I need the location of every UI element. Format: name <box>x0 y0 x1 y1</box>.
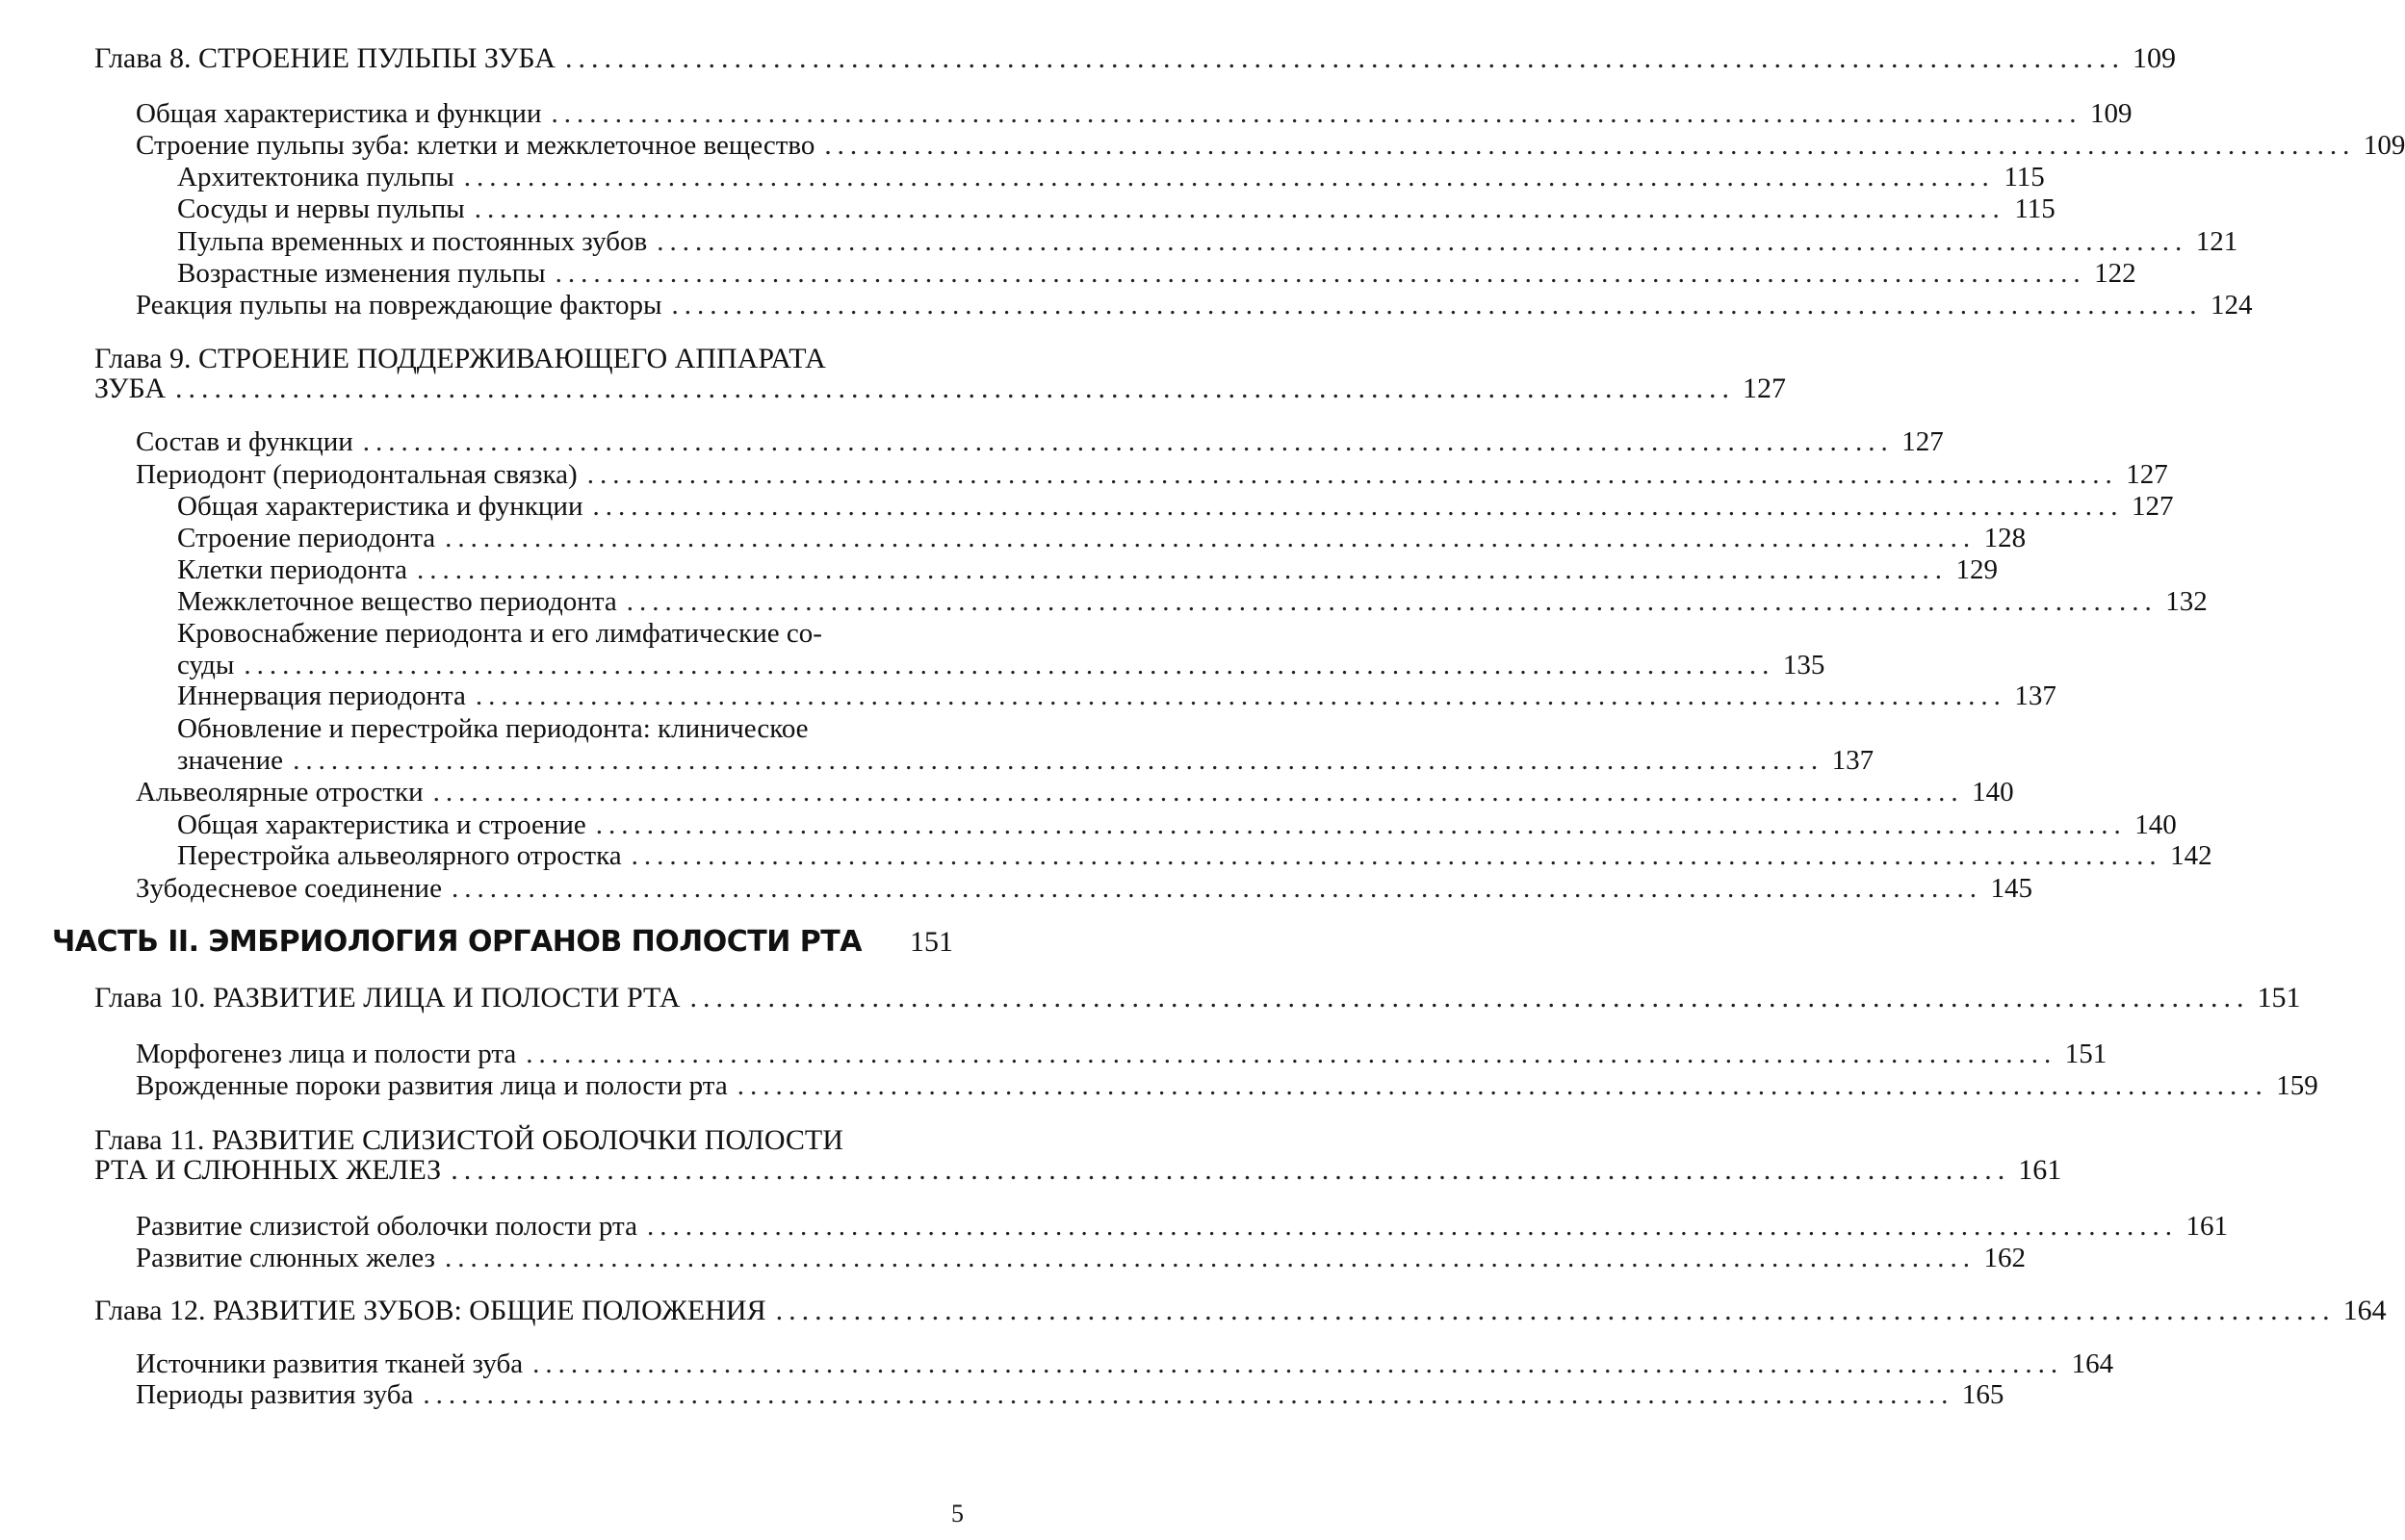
toc-entry-page: 142 <box>2170 840 2212 871</box>
toc-entry-title: Периоды развития зуба <box>136 1379 414 1410</box>
toc-entry-page: 124 <box>2210 290 2253 321</box>
toc-entry-title: Глава 8. СТРОЕНИЕ ПУЛЬПЫ ЗУБА <box>94 42 556 74</box>
toc-entry-page: 151 <box>2064 1039 2108 1069</box>
toc-entry-title: Развитие слизистой оболочки полости рта <box>136 1211 637 1242</box>
toc-entry-title: Глава 10. РАЗВИТИЕ ЛИЦА И ПОЛОСТИ РТА <box>94 982 681 1014</box>
dot-leader: ........................................................................................................................ <box>416 554 1948 585</box>
toc-entry-page: 140 <box>1972 777 2014 808</box>
toc-entry-page: 127 <box>1901 426 1944 457</box>
dot-leader: ........................................................................................................................ <box>689 982 2250 1014</box>
toc-entry-page: 132 <box>2165 586 2208 617</box>
dot-leader: ........................................................................................................................ <box>532 1348 2064 1379</box>
dot-leader: ........................................................................................................................ <box>737 1070 2268 1101</box>
dot-leader: ........................................................................................................................ <box>824 130 2356 161</box>
toc-entry-page: 164 <box>2071 1348 2114 1379</box>
toc-entry-page: 109 <box>2089 98 2133 129</box>
toc-entry-page: 165 <box>1961 1379 2004 1410</box>
dot-leader: ........................................................................................................................ <box>671 290 2203 321</box>
toc-entry-page: 127 <box>1743 372 1787 404</box>
toc-entry-page: 151 <box>910 926 953 958</box>
toc-entry-title-continued: суды <box>177 650 235 680</box>
toc-entry-page: 137 <box>1831 745 1875 776</box>
page-number: 5 <box>951 1500 964 1527</box>
toc-entry-title: Сосуды и нервы пульпы <box>177 193 465 224</box>
toc-entry-title: Врожденные пороки развития лица и полости рта <box>136 1070 728 1101</box>
dot-leader: ........................................................................................................................ <box>463 162 1995 192</box>
dot-leader: ........................................................................................................................ <box>595 809 2127 840</box>
toc-entry-title: Строение периодонта <box>177 523 436 553</box>
dot-leader: ........................................................................................................................ <box>586 459 2118 490</box>
toc-entry-title: Возрастные изменения пульпы <box>177 258 546 289</box>
dot-leader: ........................................................................................................................ <box>592 491 2124 522</box>
toc-entry-title: Реакция пульпы на повреждающие факторы <box>136 290 662 321</box>
toc-entry-title: Общая характеристика и строение <box>177 809 586 840</box>
dot-leader: ........................................................................................................................ <box>775 1295 2336 1326</box>
toc-entry-title: Строение пульпы зуба: клетки и межклеточное вещество <box>136 130 815 161</box>
toc-entry-page: 121 <box>2195 226 2238 257</box>
dot-leader: ........................................................................................................................ <box>555 258 2086 289</box>
toc-entry-page: 122 <box>2094 258 2136 289</box>
toc-entry-page: 159 <box>2276 1070 2318 1101</box>
toc-entry-title: Межклеточное вещество периодонта <box>177 586 617 617</box>
toc-entry-title: Источники развития тканей зуба <box>136 1348 524 1379</box>
dot-leader: ........................................................................................................................ <box>475 680 2006 711</box>
toc-entry-title: Развитие слюнных желез <box>136 1243 435 1273</box>
toc-entry-page: 162 <box>1983 1243 2026 1273</box>
toc-entry-title: Состав и функции <box>136 426 353 457</box>
dot-leader: ........................................................................................................................ <box>293 745 1824 776</box>
toc-entry-page: 140 <box>2134 809 2177 840</box>
toc-entry-page: 161 <box>2018 1154 2062 1186</box>
toc-entry-title: Клетки периодонта <box>177 554 407 585</box>
dot-leader: ........................................................................................................................ <box>631 840 2162 871</box>
toc-entry-title: Иннервация периодонта <box>177 680 466 711</box>
dot-leader: ........................................................................................................................ <box>626 586 2158 617</box>
toc-entry-page: 127 <box>2131 491 2174 522</box>
toc-entry-title: Морфогенез лица и полости рта <box>136 1039 517 1069</box>
dot-leader: ........................................................................................................................ <box>244 650 1775 680</box>
toc-entry-page: 161 <box>2185 1211 2228 1242</box>
dot-leader: ........................................................................................................................ <box>423 1379 1954 1410</box>
toc-entry-page: 145 <box>1990 873 2032 904</box>
toc-entry-title-continued: значение <box>177 745 284 776</box>
toc-entry-page: 151 <box>2257 982 2301 1014</box>
dot-leader: ........................................................................................................................ <box>564 42 2125 74</box>
toc-entry-title: Альвеолярные отростки <box>136 777 424 808</box>
toc-entry-page: 109 <box>2132 42 2176 74</box>
dot-leader: ........................................................................................................................ <box>432 777 1964 808</box>
dot-leader: ........................................................................................................................ <box>657 226 2188 257</box>
toc-entry-title: Зубодесневое соединение <box>136 873 442 904</box>
toc-entry-title: Пульпа временных и постоянных зубов <box>177 226 648 257</box>
dot-leader: ........................................................................................................................ <box>526 1039 2057 1069</box>
dot-leader: ........................................................................................................................ <box>175 372 1736 404</box>
toc-entry-title-continued: РТА И СЛЮННЫХ ЖЕЛЕЗ <box>94 1154 442 1186</box>
toc-entry-title: Обновление и перестройка периодонта: клиническое <box>177 713 809 744</box>
toc-entry-title: ЧАСТЬ II. ЭМБРИОЛОГИЯ ОРГАНОВ ПОЛОСТИ РТА <box>52 925 862 959</box>
toc-entry-title: Перестройка альвеолярного отростка <box>177 840 622 871</box>
toc-entry-title-continued: ЗУБА <box>94 372 167 404</box>
dot-leader: ........................................................................................................................ <box>646 1211 2178 1242</box>
toc-entry-page: 109 <box>2363 130 2405 161</box>
toc-entry-page: 128 <box>1983 523 2027 553</box>
dot-leader: ........................................................................................................................ <box>451 1154 2011 1186</box>
toc-entry-title: Общая характеристика и функции <box>136 98 542 129</box>
dot-leader: ........................................................................................................................ <box>474 193 2005 224</box>
toc-entry-page: 115 <box>2014 193 2056 224</box>
toc-entry-title: Глава 12. РАЗВИТИЕ ЗУБОВ: ОБЩИЕ ПОЛОЖЕНИЯ <box>94 1295 766 1326</box>
toc-entry-page: 164 <box>2342 1295 2387 1326</box>
dot-leader: ........................................................................................................................ <box>445 523 1977 553</box>
toc-entry-title: Кровоснабжение периодонта и его лимфатические со- <box>177 618 822 649</box>
dot-leader: ........................................................................................................................ <box>444 1243 1976 1273</box>
dot-leader: ........................................................................................................................ <box>551 98 2082 129</box>
toc-entry-title: Общая характеристика и функции <box>177 491 583 522</box>
dot-leader: ........................................................................................................................ <box>362 426 1894 457</box>
toc-entry-title: Архитектоника пульпы <box>177 162 454 192</box>
toc-entry-title: Глава 11. РАЗВИТИЕ СЛИЗИСТОЙ ОБОЛОЧКИ ПОЛОСТИ <box>94 1124 843 1156</box>
toc-entry-page: 115 <box>2004 162 2045 192</box>
toc-entry-title: Периодонт (периодонтальная связка) <box>136 459 578 490</box>
dot-leader: ........................................................................................................................ <box>451 873 1982 904</box>
toc-entry-page: 129 <box>1955 554 1998 585</box>
toc-entry-page: 135 <box>1782 650 1825 680</box>
toc-entry-title: Глава 9. СТРОЕНИЕ ПОДДЕРЖИВАЮЩЕГО АППАРАТА <box>94 343 826 374</box>
toc-entry-page: 127 <box>2126 459 2168 490</box>
toc-entry-page: 137 <box>2014 680 2056 711</box>
